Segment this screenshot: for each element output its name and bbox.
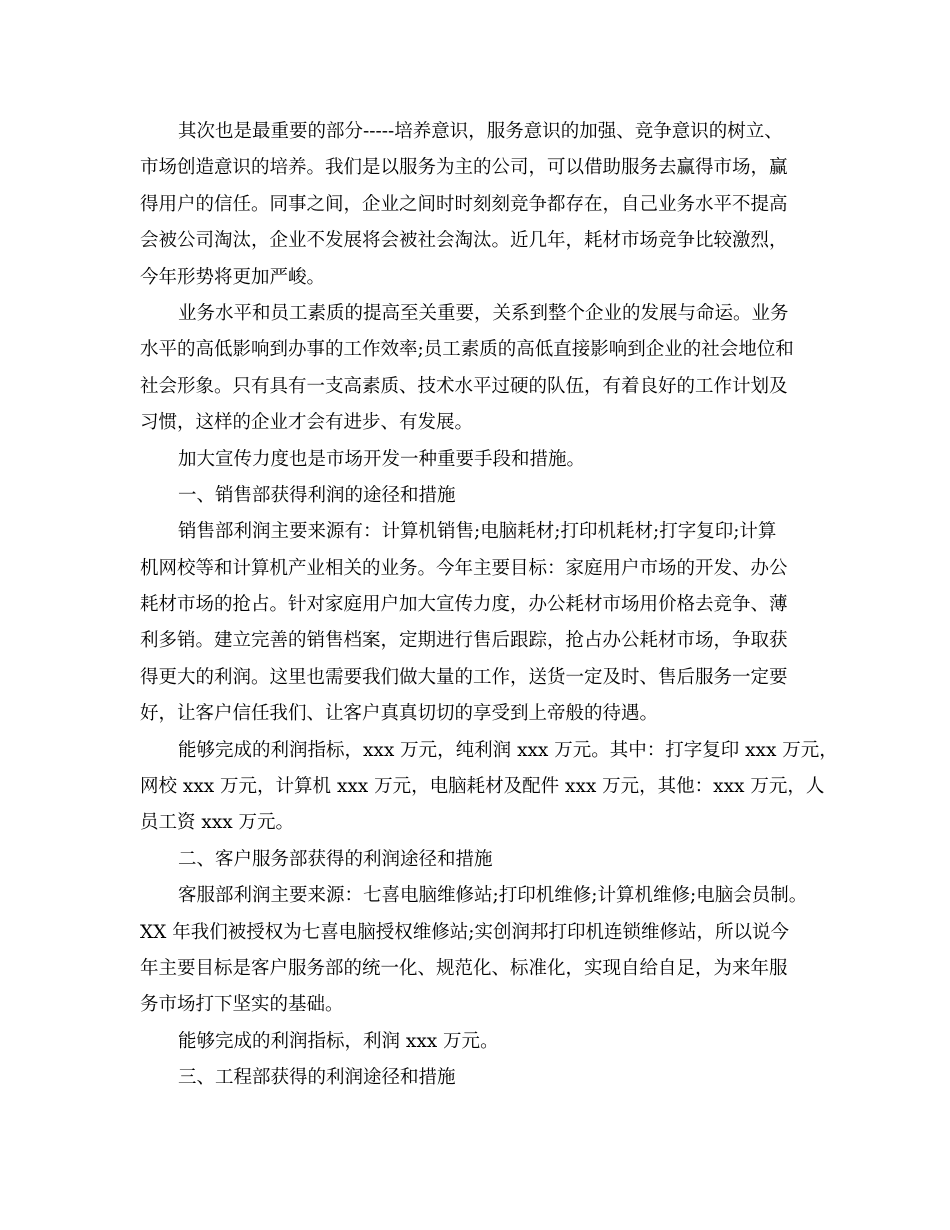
paragraph-line: 市场创造意识的培养。我们是以服务为主的公司，可以借助服务去赢得市场，赢 xyxy=(140,157,788,179)
paragraph-line: 网校 xxx 万元，计算机 xxx 万元，电脑耗材及配件 xxx 万元，其他：xxx 万元，人 xyxy=(140,776,825,798)
paragraph-line: 能够完成的利润指标，xxx 万元，纯利润 xxx 万元。其中：打字复印 xxx 万元， xyxy=(178,739,838,761)
section-heading: 一、销售部获得利润的途径和措施 xyxy=(178,484,456,506)
paragraph-line: 加大宣传力度也是市场开发一种重要手段和措施。 xyxy=(178,448,586,470)
paragraph-line: 机网校等和计算机产业相关的业务。今年主要目标：家庭用户市场的开发、办公 xyxy=(140,557,788,579)
paragraph-line: 得用户的信任。同事之间，企业之间时时刻刻竞争都存在，自己业务水平不提高 xyxy=(140,193,788,215)
paragraph-line: 利多销。建立完善的销售档案，定期进行售后跟踪，抢占办公耗材市场，争取获 xyxy=(140,630,788,652)
paragraph-line: 业务水平和员工素质的提高至关重要，关系到整个企业的发展与命运。业务 xyxy=(178,302,789,324)
section-heading: 二、客户服务部获得的利润途径和措施 xyxy=(178,848,493,870)
paragraph-line: 今年形势将更加严峻。 xyxy=(140,266,326,288)
paragraph-line: 客服部利润主要来源：七喜电脑维修站;打印机维修;计算机维修;电脑会员制。 xyxy=(178,885,808,907)
paragraph-line: 务市场打下坚实的基础。 xyxy=(140,994,344,1016)
paragraph-line: XX 年我们被授权为七喜电脑授权维修站;实创润邦打印机连锁维修站，所以说今 xyxy=(140,921,789,943)
paragraph-line: 年主要目标是客户服务部的统一化、规范化、标准化，实现自给自足，为来年服 xyxy=(140,957,788,979)
paragraph-line: 会被公司淘汰，企业不发展将会被社会淘汰。近几年，耗材市场竞争比较激烈， xyxy=(140,230,788,252)
paragraph-line: 能够完成的利润指标，利润 xxx 万元。 xyxy=(178,1030,499,1052)
paragraph-line: 水平的高低影响到办事的工作效率;员工素质的高低直接影响到企业的社会地位和 xyxy=(140,339,794,361)
paragraph-line: 好，让客户信任我们、让客户真真切切的享受到上帝般的待遇。 xyxy=(140,703,659,725)
paragraph-line: 耗材市场的抢占。针对家庭用户加大宣传力度，办公耗材市场用价格去竞争、薄 xyxy=(140,594,788,616)
paragraph-line: 其次也是最重要的部分-----培养意识，服务意识的加强、竞争意识的树立、 xyxy=(178,121,783,142)
paragraph-line: 销售部利润主要来源有：计算机销售;电脑耗材;打印机耗材;打字复印;计算 xyxy=(178,521,777,543)
paragraph-line: 社会形象。只有具有一支高素质、技术水平过硬的队伍，有着良好的工作计划及 xyxy=(140,375,788,397)
paragraph-line: 员工资 xxx 万元。 xyxy=(140,812,295,834)
paragraph-line: 习惯，这样的企业才会有进步、有发展。 xyxy=(140,412,474,434)
section-heading: 三、工程部获得的利润途径和措施 xyxy=(178,1067,456,1089)
paragraph-line: 得更大的利润。这里也需要我们做大量的工作，送货一定及时、售后服务一定要 xyxy=(140,666,788,688)
